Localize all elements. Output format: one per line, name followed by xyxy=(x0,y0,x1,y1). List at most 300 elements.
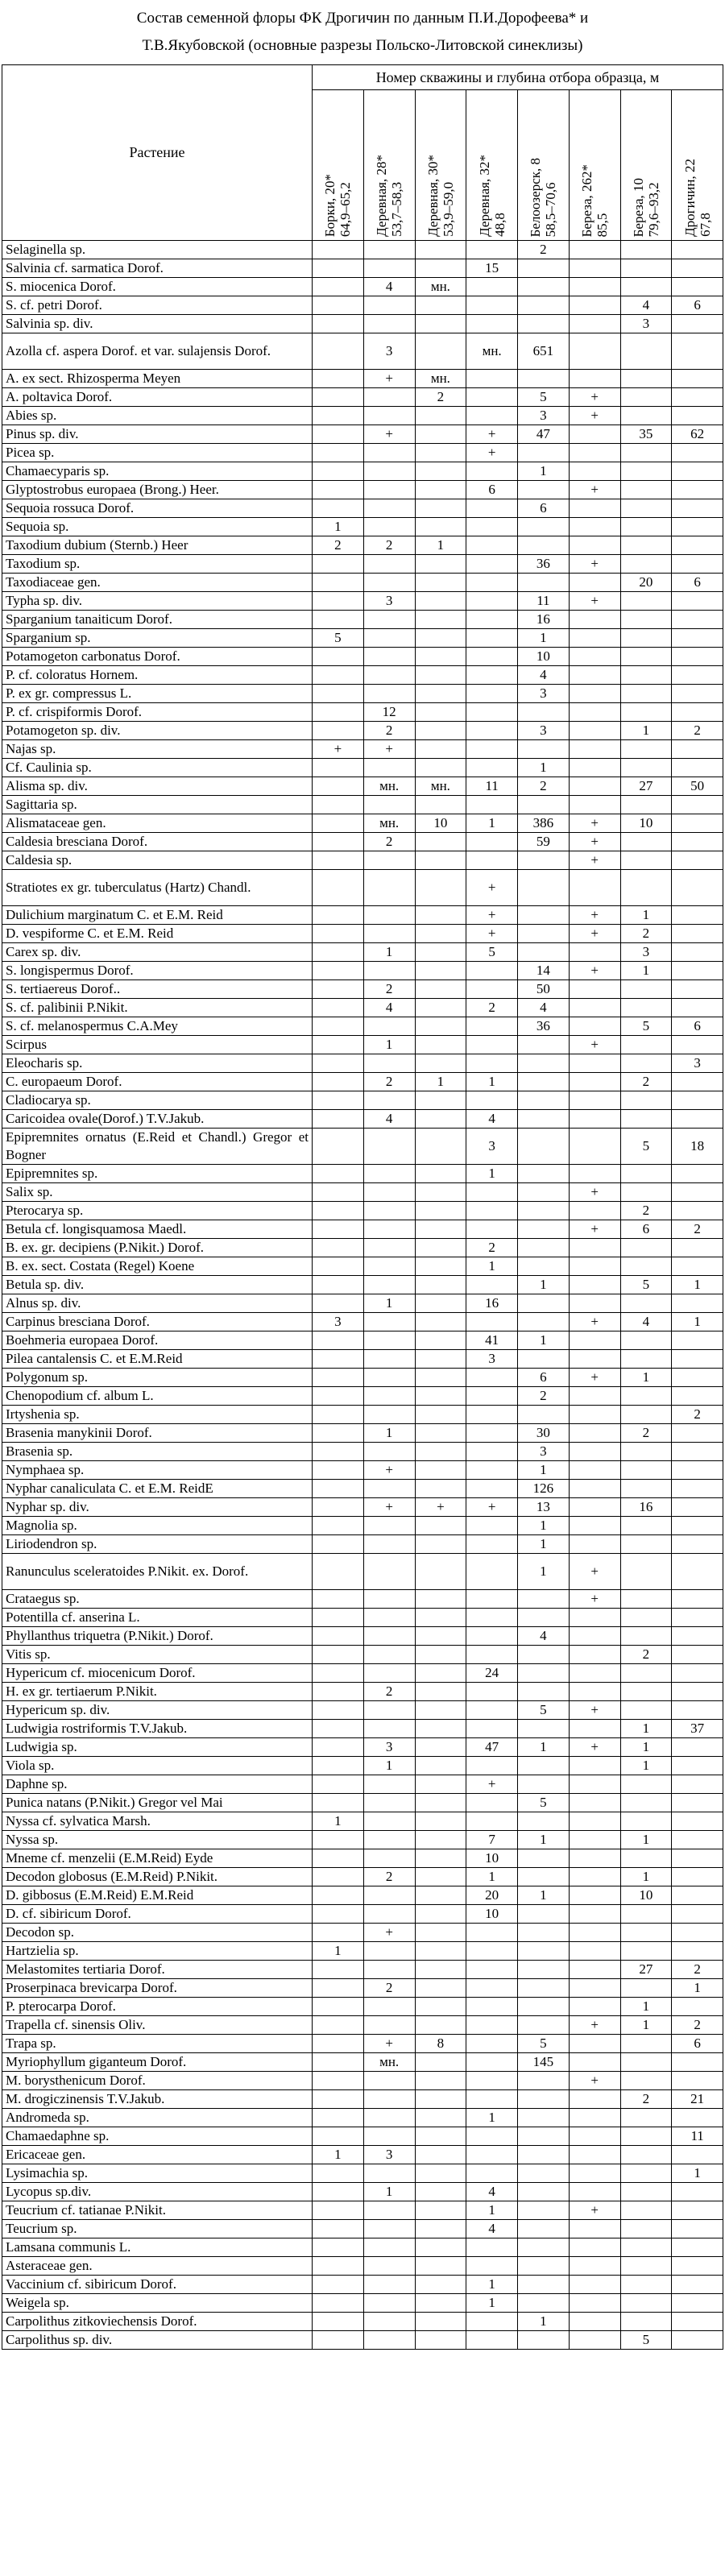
value-cell xyxy=(313,814,364,833)
table-row xyxy=(2,666,723,685)
value-cell: + xyxy=(363,740,415,759)
plant-name-cell: Sparganium tanaiticum Dorof. xyxy=(2,611,313,629)
value-cell xyxy=(313,1239,364,1257)
plant-name-cell: Potamogeton sp. div. xyxy=(2,722,313,740)
value-cell xyxy=(313,2090,364,2109)
value-cell xyxy=(620,518,672,536)
plant-name-cell: Chamaecyparis sp. xyxy=(2,462,313,481)
value-cell xyxy=(620,629,672,648)
value-cell xyxy=(672,2183,723,2201)
value-cell xyxy=(415,2127,466,2146)
value-cell xyxy=(313,1480,364,1498)
value-cell: 3 xyxy=(363,2146,415,2164)
value-cell xyxy=(518,2072,570,2090)
value-cell: + xyxy=(569,925,620,943)
value-cell xyxy=(518,1961,570,1979)
value-cell xyxy=(415,740,466,759)
value-cell xyxy=(569,2313,620,2331)
value-cell xyxy=(672,1627,723,1646)
plant-name-cell: Typha sp. div. xyxy=(2,592,313,611)
value-cell: 1 xyxy=(466,2276,518,2294)
value-cell xyxy=(313,296,364,315)
value-cell: 6 xyxy=(672,2035,723,2053)
value-cell xyxy=(466,1183,518,1202)
value-cell xyxy=(363,1239,415,1257)
value-cell xyxy=(363,1406,415,1424)
value-cell xyxy=(313,1183,364,1202)
table-row xyxy=(2,296,723,315)
value-cell xyxy=(415,518,466,536)
value-cell: 5 xyxy=(466,943,518,962)
value-cell: 2 xyxy=(672,2016,723,2035)
value-cell xyxy=(363,1794,415,1812)
value-cell xyxy=(415,1812,466,1831)
well-column-header-text: Борки, 20* 64,9–65,2 xyxy=(322,173,354,237)
value-cell xyxy=(672,1073,723,1091)
value-cell: 1 xyxy=(313,1942,364,1961)
value-cell xyxy=(313,1294,364,1313)
table-row xyxy=(2,1812,723,1831)
value-cell xyxy=(620,278,672,296)
value-cell: 10 xyxy=(518,648,570,666)
well-column-header xyxy=(313,90,364,241)
value-cell xyxy=(569,1849,620,1868)
value-cell xyxy=(518,1924,570,1942)
table-row xyxy=(2,943,723,962)
value-cell: 4 xyxy=(363,1110,415,1129)
value-cell xyxy=(415,1646,466,1664)
value-cell xyxy=(672,1664,723,1683)
value-cell xyxy=(313,462,364,481)
value-cell: + xyxy=(363,2035,415,2053)
value-cell xyxy=(313,1517,364,1535)
well-column-header-text: Деревная, 32* 48,8 xyxy=(476,155,508,237)
value-cell: 2 xyxy=(672,722,723,740)
value-cell xyxy=(672,1831,723,1849)
value-cell: 20 xyxy=(620,574,672,592)
table-row xyxy=(2,278,723,296)
value-cell: 2 xyxy=(466,999,518,1017)
value-cell: 30 xyxy=(518,1424,570,1443)
value-cell xyxy=(672,851,723,870)
value-cell xyxy=(466,1924,518,1942)
value-cell xyxy=(313,241,364,259)
value-cell xyxy=(363,1664,415,1683)
value-cell: + xyxy=(363,1924,415,1942)
value-cell: + xyxy=(466,444,518,462)
value-cell xyxy=(620,648,672,666)
value-cell: + xyxy=(569,814,620,833)
value-cell: + xyxy=(569,407,620,425)
value-cell xyxy=(313,1664,364,1683)
value-cell xyxy=(620,1331,672,1350)
value-cell: 1 xyxy=(672,2164,723,2183)
table-row xyxy=(2,481,723,499)
value-cell xyxy=(518,2257,570,2276)
value-cell xyxy=(363,1054,415,1073)
value-cell xyxy=(518,1720,570,1738)
value-cell xyxy=(466,648,518,666)
value-cell xyxy=(672,2220,723,2238)
value-cell xyxy=(672,1868,723,1886)
plant-name-cell: Trapella cf. sinensis Oliv. xyxy=(2,2016,313,2035)
table-row xyxy=(2,1369,723,1387)
table-row xyxy=(2,407,723,425)
well-column-header xyxy=(363,90,415,241)
value-cell xyxy=(518,1905,570,1924)
value-cell xyxy=(569,1886,620,1905)
value-cell xyxy=(313,499,364,518)
value-cell xyxy=(620,1942,672,1961)
value-cell xyxy=(620,1480,672,1498)
value-cell xyxy=(620,1387,672,1406)
value-cell xyxy=(620,2220,672,2238)
value-cell xyxy=(518,1942,570,1961)
plant-name-cell: S. cf. palibinii P.Nikit. xyxy=(2,999,313,1017)
value-cell: + xyxy=(569,2016,620,2035)
value-cell: 1 xyxy=(518,629,570,648)
value-cell xyxy=(466,370,518,388)
value-cell xyxy=(569,2109,620,2127)
table-row xyxy=(2,906,723,925)
table-row xyxy=(2,2276,723,2294)
value-cell xyxy=(672,980,723,999)
table-row xyxy=(2,333,723,370)
value-cell xyxy=(466,1387,518,1406)
value-cell xyxy=(569,1535,620,1554)
value-cell xyxy=(415,2053,466,2072)
table-row xyxy=(2,1387,723,1406)
value-cell xyxy=(363,851,415,870)
value-cell: 4 xyxy=(518,999,570,1017)
value-cell xyxy=(569,1461,620,1480)
value-cell xyxy=(313,906,364,925)
value-cell xyxy=(363,1998,415,2016)
plant-name-cell: Mneme cf. menzelii (E.M.Reid) Eyde xyxy=(2,1849,313,1868)
value-cell xyxy=(313,1646,364,1664)
value-cell xyxy=(569,2220,620,2238)
value-cell xyxy=(620,1849,672,1868)
value-cell: 10 xyxy=(620,1886,672,1905)
value-cell xyxy=(415,259,466,278)
value-cell xyxy=(466,851,518,870)
value-cell xyxy=(569,796,620,814)
value-cell xyxy=(363,1350,415,1369)
value-cell xyxy=(569,370,620,388)
value-cell: 1 xyxy=(363,1424,415,1443)
value-cell: 1 xyxy=(313,518,364,536)
value-cell xyxy=(313,1738,364,1757)
value-cell xyxy=(415,1036,466,1054)
value-cell xyxy=(620,1165,672,1183)
value-cell xyxy=(672,1554,723,1590)
value-cell: мн. xyxy=(363,777,415,796)
plant-name-cell: Weigela sp. xyxy=(2,2294,313,2313)
table-row xyxy=(2,592,723,611)
value-cell xyxy=(415,462,466,481)
value-cell xyxy=(569,629,620,648)
plant-name-cell: Betula sp. div. xyxy=(2,1276,313,1294)
table-row xyxy=(2,462,723,481)
value-cell xyxy=(466,962,518,980)
value-cell: 1 xyxy=(518,1331,570,1350)
value-cell: 126 xyxy=(518,1480,570,1498)
value-cell: 6 xyxy=(672,296,723,315)
value-cell xyxy=(569,1831,620,1849)
value-cell: 16 xyxy=(518,611,570,629)
value-cell xyxy=(313,1350,364,1369)
table-row xyxy=(2,1017,723,1036)
plant-name-cell: Polygonum sp. xyxy=(2,1369,313,1387)
value-cell xyxy=(672,870,723,906)
value-cell xyxy=(363,2220,415,2238)
value-cell: 1 xyxy=(313,2146,364,2164)
value-cell xyxy=(672,1424,723,1443)
value-cell xyxy=(518,259,570,278)
value-cell xyxy=(466,1017,518,1036)
value-cell xyxy=(415,1461,466,1480)
value-cell xyxy=(415,2201,466,2220)
value-cell xyxy=(313,925,364,943)
value-cell xyxy=(518,2164,570,2183)
value-cell xyxy=(415,296,466,315)
value-cell: 1 xyxy=(672,1276,723,1294)
value-cell xyxy=(313,1443,364,1461)
value-cell xyxy=(466,407,518,425)
value-cell xyxy=(672,1461,723,1480)
value-cell: + xyxy=(466,1498,518,1517)
value-cell: 2 xyxy=(620,1424,672,1443)
value-cell xyxy=(363,906,415,925)
value-cell xyxy=(620,2313,672,2331)
value-cell xyxy=(415,425,466,444)
plant-name-cell: S. cf. melanospermus C.A.Mey xyxy=(2,1017,313,1036)
value-cell xyxy=(363,462,415,481)
value-cell xyxy=(415,1924,466,1942)
value-cell xyxy=(313,1073,364,1091)
value-cell xyxy=(415,870,466,906)
value-cell xyxy=(415,1517,466,1535)
value-cell xyxy=(313,592,364,611)
value-cell xyxy=(672,2276,723,2294)
value-cell xyxy=(415,1942,466,1961)
value-cell xyxy=(466,1942,518,1961)
value-cell xyxy=(518,1757,570,1775)
plant-name-cell: Magnolia sp. xyxy=(2,1517,313,1535)
value-cell xyxy=(569,2331,620,2350)
value-cell xyxy=(620,1590,672,1609)
value-cell xyxy=(569,685,620,703)
value-cell xyxy=(672,1683,723,1701)
table-row xyxy=(2,499,723,518)
title-line-2: Т.В.Якубовской (основные разрезы Польско-Литовской синеклизы) xyxy=(142,37,583,54)
value-cell xyxy=(620,2183,672,2201)
value-cell xyxy=(569,1924,620,1942)
value-cell xyxy=(415,2313,466,2331)
plant-name-cell: Cladiocarya sp. xyxy=(2,1091,313,1110)
value-cell xyxy=(466,1554,518,1590)
table-row xyxy=(2,1609,723,1627)
table-row xyxy=(2,1720,723,1738)
value-cell xyxy=(466,685,518,703)
plant-name-cell: D. gibbosus (E.M.Reid) E.M.Reid xyxy=(2,1886,313,1905)
value-cell xyxy=(672,1387,723,1406)
value-cell xyxy=(518,2016,570,2035)
value-cell xyxy=(518,2294,570,2313)
table-row xyxy=(2,2035,723,2053)
value-cell xyxy=(466,1590,518,1609)
value-cell: 11 xyxy=(518,592,570,611)
value-cell: 5 xyxy=(518,1701,570,1720)
plant-name-cell: Boehmeria europaea Dorof. xyxy=(2,1331,313,1350)
plant-name-cell: P. pterocarpa Dorof. xyxy=(2,1998,313,2016)
table-row xyxy=(2,2220,723,2238)
table-row xyxy=(2,703,723,722)
value-cell xyxy=(620,462,672,481)
value-cell: 1 xyxy=(466,814,518,833)
value-cell xyxy=(672,1257,723,1276)
value-cell xyxy=(569,1239,620,1257)
value-cell xyxy=(363,518,415,536)
title-line-1: Состав семенной флоры ФК Дрогичин по данным П.И.Дорофеева* и xyxy=(136,10,589,27)
table-row xyxy=(2,1942,723,1961)
value-cell xyxy=(672,1646,723,1664)
plant-name-cell: Chamaedaphne sp. xyxy=(2,2127,313,2146)
plant-name-cell: Epipremnites sp. xyxy=(2,1165,313,1183)
plant-name-cell: Melastomites tertiaria Dorof. xyxy=(2,1961,313,1979)
well-column-header xyxy=(518,90,570,241)
plant-name-cell: Potentilla cf. anserina L. xyxy=(2,1609,313,1627)
value-cell: 1 xyxy=(466,1073,518,1091)
value-cell xyxy=(415,759,466,777)
value-cell xyxy=(620,740,672,759)
plant-name-cell: M. borysthenicum Dorof. xyxy=(2,2072,313,2090)
table-row xyxy=(2,851,723,870)
table-row xyxy=(2,777,723,796)
value-cell: 1 xyxy=(518,2313,570,2331)
value-cell xyxy=(313,999,364,1017)
value-cell xyxy=(415,2072,466,2090)
value-cell xyxy=(466,296,518,315)
value-cell: 1 xyxy=(363,1294,415,1313)
value-cell xyxy=(363,1812,415,1831)
value-cell xyxy=(466,1535,518,1554)
well-column-header-text: Белоозерск, 8 58,5–70,6 xyxy=(528,157,559,237)
table-row xyxy=(2,1110,723,1129)
value-cell xyxy=(466,2164,518,2183)
value-cell xyxy=(569,499,620,518)
value-cell xyxy=(415,1794,466,1812)
plant-name-cell: Salix sp. xyxy=(2,1183,313,1202)
value-cell xyxy=(518,315,570,333)
value-cell xyxy=(415,1387,466,1406)
value-cell: 1 xyxy=(672,1313,723,1331)
value-cell xyxy=(415,574,466,592)
table-row xyxy=(2,1350,723,1369)
value-cell xyxy=(313,2276,364,2294)
value-cell xyxy=(620,2035,672,2053)
value-cell xyxy=(518,1590,570,1609)
value-cell xyxy=(313,943,364,962)
plant-name-cell: Phyllanthus triquetra (P.Nikit.) Dorof. xyxy=(2,1627,313,1646)
value-cell xyxy=(415,481,466,499)
value-cell xyxy=(518,1202,570,1220)
value-cell xyxy=(313,1683,364,1701)
value-cell xyxy=(363,759,415,777)
value-cell xyxy=(466,1609,518,1627)
value-cell: 36 xyxy=(518,555,570,574)
value-cell xyxy=(518,1110,570,1129)
plant-name-cell: Alismataceae gen. xyxy=(2,814,313,833)
value-cell: 4 xyxy=(363,999,415,1017)
table-row xyxy=(2,2294,723,2313)
value-cell xyxy=(466,1369,518,1387)
value-cell xyxy=(415,2331,466,2350)
table-row xyxy=(2,1202,723,1220)
flora-table xyxy=(2,64,723,2350)
well-column-header-text: Деревная, 28* 53,7–58,3 xyxy=(374,155,405,237)
value-cell xyxy=(415,555,466,574)
value-cell xyxy=(518,518,570,536)
value-cell: 15 xyxy=(466,259,518,278)
value-cell xyxy=(363,2313,415,2331)
value-cell xyxy=(363,1369,415,1387)
value-cell: + xyxy=(569,481,620,499)
value-cell: 8 xyxy=(415,2035,466,2053)
value-cell xyxy=(569,278,620,296)
value-cell xyxy=(363,1331,415,1350)
value-cell xyxy=(415,1831,466,1849)
value-cell xyxy=(518,2238,570,2257)
value-cell xyxy=(415,1627,466,1646)
plant-name-cell: Carex sp. div. xyxy=(2,943,313,962)
value-cell: 2 xyxy=(363,1683,415,1701)
value-cell xyxy=(569,1646,620,1664)
value-cell xyxy=(620,481,672,499)
value-cell xyxy=(415,1257,466,1276)
value-cell xyxy=(466,740,518,759)
value-cell xyxy=(672,1165,723,1183)
plant-name-cell: Hypericum cf. miocenicum Dorof. xyxy=(2,1664,313,1683)
value-cell: 1 xyxy=(518,759,570,777)
value-cell xyxy=(415,2257,466,2276)
value-cell: 47 xyxy=(466,1738,518,1757)
value-cell xyxy=(313,481,364,499)
value-cell xyxy=(672,611,723,629)
table-row xyxy=(2,555,723,574)
table-row xyxy=(2,1646,723,1664)
value-cell xyxy=(518,906,570,925)
value-cell xyxy=(313,1979,364,1998)
value-cell xyxy=(466,1646,518,1664)
value-cell xyxy=(466,2016,518,2035)
plant-name-cell: Nyssa sp. xyxy=(2,1831,313,1849)
table-row xyxy=(2,536,723,555)
value-cell xyxy=(313,777,364,796)
value-cell xyxy=(518,2201,570,2220)
value-cell: + xyxy=(569,388,620,407)
value-cell xyxy=(466,1091,518,1110)
value-cell xyxy=(672,1110,723,1129)
value-cell xyxy=(620,370,672,388)
value-cell xyxy=(672,703,723,722)
value-cell xyxy=(672,1294,723,1313)
value-cell xyxy=(415,2090,466,2109)
value-cell xyxy=(672,2146,723,2164)
value-cell xyxy=(466,2238,518,2257)
value-cell: + xyxy=(466,906,518,925)
value-cell: + xyxy=(569,1590,620,1609)
